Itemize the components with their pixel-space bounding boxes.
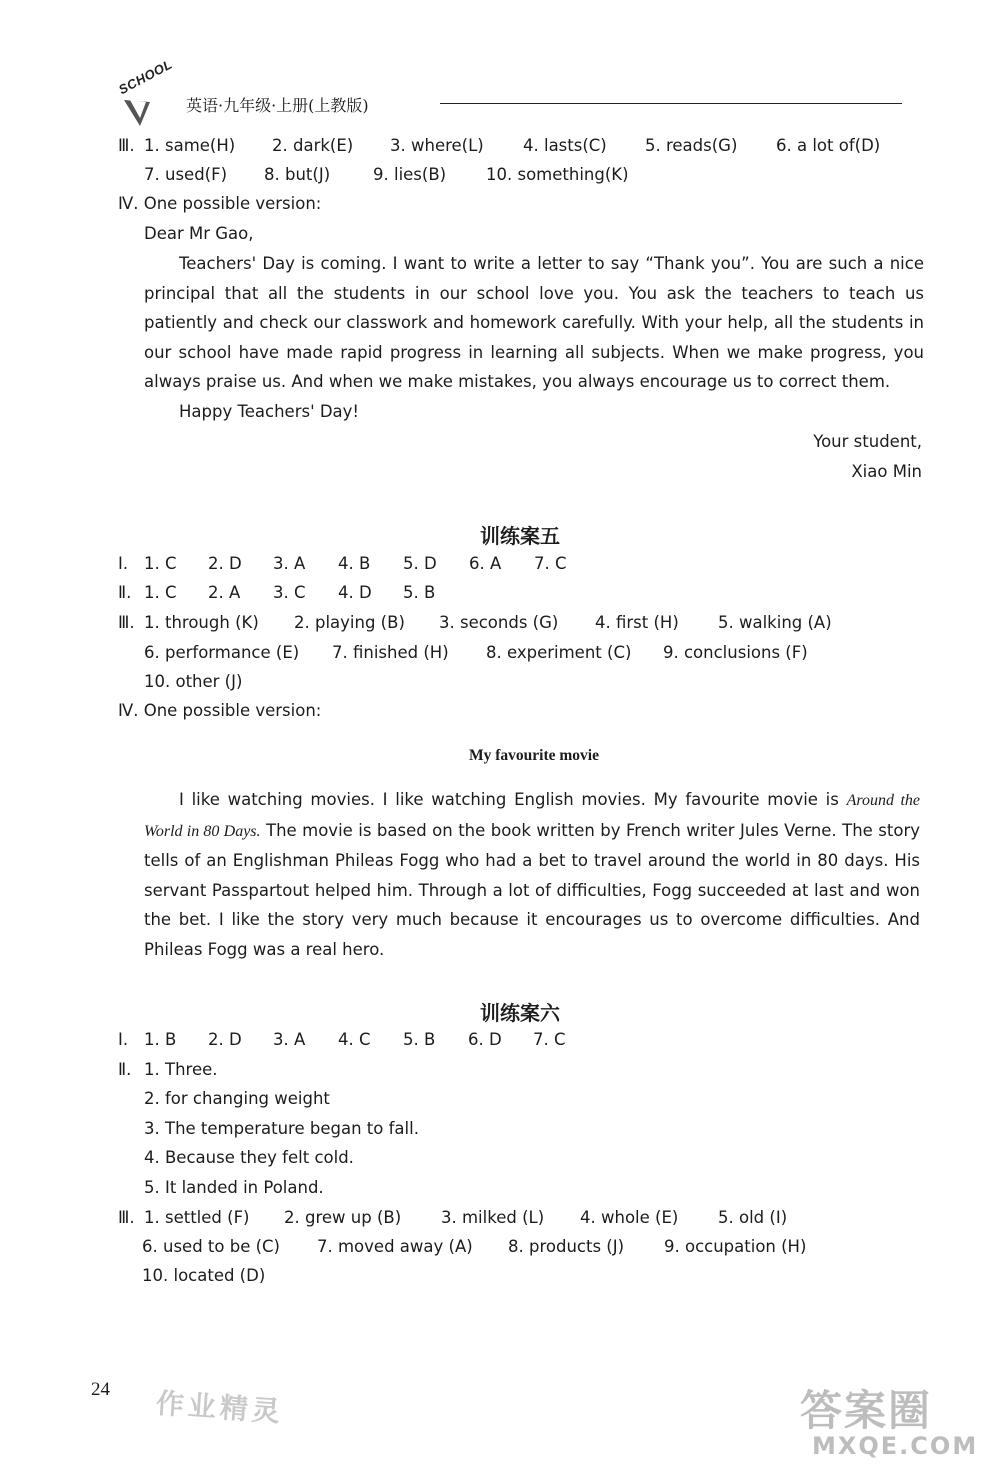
header-title: 英语·九年级·上册(上教版) [186, 96, 369, 115]
essay-body [144, 785, 920, 964]
answer-item: 1. settled (F) [144, 1208, 250, 1227]
answer-item: 6. A [469, 554, 502, 573]
answer-item: 2. grew up (B) [284, 1208, 402, 1227]
page-number: 24 [91, 1379, 110, 1400]
letter-signature: Xiao Min [851, 462, 922, 481]
answer-item: 1. C [144, 554, 177, 573]
answer-item: 2. D [208, 554, 242, 573]
section-roman: Ⅱ. [118, 1060, 132, 1079]
watermark-left: 作业精灵 [154, 1386, 285, 1429]
answer-item: 7. C [534, 554, 567, 573]
answer-item: 7. moved away (A) [317, 1237, 473, 1256]
answer-item: 7. finished (H) [332, 643, 449, 662]
answer-item: 3. seconds (G) [439, 613, 559, 632]
answer-item: 8. products (J) [508, 1237, 625, 1256]
answer-item: 6. D [468, 1030, 502, 1049]
answer-item: 2. for changing weight [144, 1089, 330, 1108]
movie-title: Around the World in 80 Days. [144, 792, 920, 840]
watermark-url: MXQE.COM [812, 1432, 979, 1460]
section-roman: Ⅱ. [118, 583, 132, 602]
section-roman: Ⅲ. [118, 613, 135, 632]
answer-item: 5. B [403, 583, 436, 602]
letter-sign-off: Your student, [813, 432, 922, 451]
answer-item: 5. walking (A) [718, 613, 832, 632]
answer-item: 3. C [273, 583, 306, 602]
answer-item: 9. occupation (H) [664, 1237, 807, 1256]
answer-item: 5. old (I) [718, 1208, 788, 1227]
answer-item: 5. reads(G) [645, 136, 738, 155]
answer-item: 5. B [403, 1030, 436, 1049]
answer-item: 3. where(L) [390, 136, 484, 155]
section-roman: Ⅰ. [118, 1030, 129, 1049]
section-roman: Ⅲ. [118, 1208, 135, 1227]
section-title: 训练案六 [480, 1001, 560, 1025]
essay-body-start: I like watching movies. I like watching English movies. My favourite movie is [179, 790, 839, 809]
section-title: 训练案五 [480, 524, 560, 548]
answer-item: 9. lies(B) [373, 165, 447, 184]
answer-item: 5. D [403, 554, 437, 573]
section-label: Ⅳ. One possible version: [118, 701, 322, 720]
answer-item: 1. Three. [144, 1060, 218, 1079]
answer-item: 10. other (J) [144, 672, 243, 691]
answer-item: 6. a lot of(D) [776, 136, 881, 155]
section-label: Ⅳ. One possible version: [118, 194, 322, 213]
answer-item: 1. B [144, 1030, 177, 1049]
logo-text: SCHOOL [116, 56, 175, 98]
watermark-right: 答案圈 [800, 1386, 933, 1435]
answer-item: 2. dark(E) [272, 136, 354, 155]
section-roman: Ⅲ. [118, 136, 135, 155]
answer-item: 9. conclusions (F) [663, 643, 808, 662]
answer-item: 3. A [273, 1030, 306, 1049]
answer-item: 2. D [208, 1030, 242, 1049]
section-roman: Ⅰ. [118, 554, 129, 573]
answer-item: 10. something(K) [486, 165, 629, 184]
answer-item: 4. C [338, 1030, 371, 1049]
answer-item: 8. experiment (C) [486, 643, 632, 662]
answer-item: 4. first (H) [595, 613, 679, 632]
answer-item: 6. used to be (C) [142, 1237, 280, 1256]
answer-item: 2. A [208, 583, 241, 602]
answer-item: 10. located (D) [142, 1266, 266, 1285]
letter-closing: Happy Teachers' Day! [179, 402, 360, 421]
answer-item: 1. C [144, 583, 177, 602]
answer-item: 4. D [338, 583, 372, 602]
answer-item: 1. same(H) [144, 136, 236, 155]
answer-item: 4. Because they felt cold. [144, 1148, 354, 1167]
answer-item: 8. but(J) [264, 165, 331, 184]
essay-title: My favourite movie [469, 747, 599, 764]
answer-item: 2. playing (B) [294, 613, 405, 632]
answer-item: 3. The temperature began to fall. [144, 1119, 419, 1138]
answer-item: 7. C [533, 1030, 566, 1049]
answer-item: 1. through (K) [144, 613, 259, 632]
answer-item: 5. It landed in Poland. [144, 1178, 324, 1197]
answer-item: 3. A [273, 554, 306, 573]
answer-item: 6. performance (E) [144, 643, 300, 662]
letter-body: Teachers' Day is coming. I want to write a letter to say “Thank you”. You are such a nice principal that all the students in our school love you. You ask the teachers to teach us patiently and check our classwork and homework carefully. With your help, all the students in our school have made rapid progress in learning all subjects. When we make progress, you always praise us. And when we make mistakes, you always encourage us to correct them. [144, 254, 924, 391]
answer-item: 3. milked (L) [441, 1208, 545, 1227]
school-logo [110, 56, 182, 132]
essay-body-end: The movie is based on the book written by French writer Jules Verne. The story tells of an Englishman Phileas Fogg who had a bet to travel around the world in 80 days. His servant Passpartout helped him. Through a lot of difficulties, Fogg succeeded at last and won the bet. I like the story very much because it encourages us to overcome difficulties. And Phileas Fogg was a real hero. [144, 820, 920, 959]
answer-item: 7. used(F) [144, 165, 228, 184]
answer-item: 4. B [338, 554, 371, 573]
letter-greeting: Dear Mr Gao, [144, 224, 254, 243]
answer-item: 4. lasts(C) [523, 136, 607, 155]
answer-item: 4. whole (E) [580, 1208, 679, 1227]
header-rule [440, 103, 902, 104]
